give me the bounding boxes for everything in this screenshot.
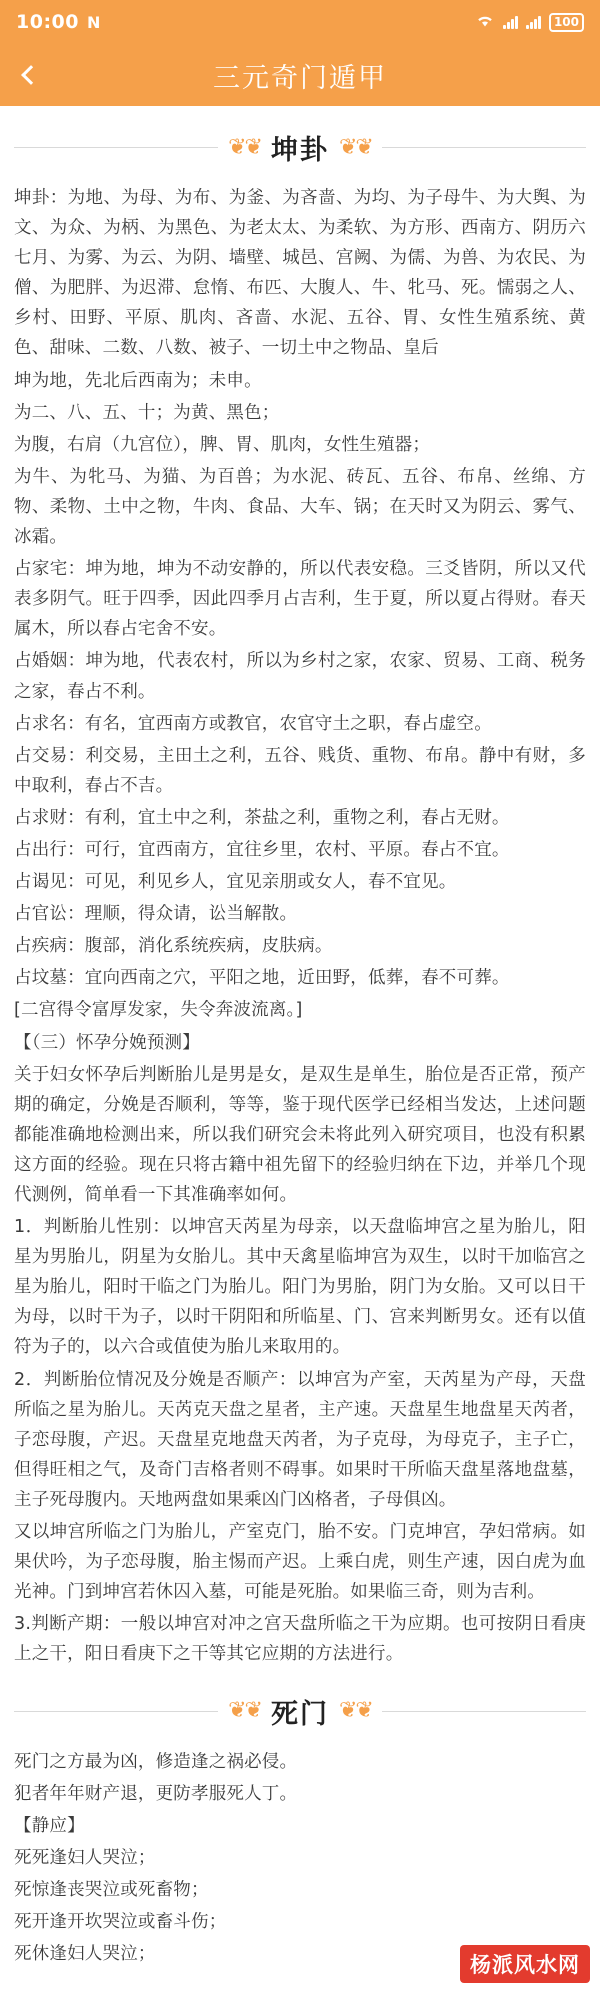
article-content [0,128,600,1991]
status-bar-right [475,12,584,33]
title-bar [0,44,600,106]
signal-icon [503,15,518,29]
paragraph: 占交易：利交易，主田土之利，五谷、贱货、重物、布帛。静中有财，多中取利，春占不吉。 [14,745,586,796]
paragraph: 占求财：有利，宜土中之利，茶盐之利，重物之利，春占无财。 [14,807,510,828]
status-bar-left [16,11,100,33]
paragraph: 死惊逢丧哭泣或死畜物； [14,1879,209,1900]
status-bar [0,0,600,44]
paragraph: 坤为地，先北后西南为；未申。 [14,370,262,391]
divider-left [14,1711,218,1712]
paragraph: 死门之方最为凶，修造逢之祸必侵。 [14,1751,298,1772]
ornament-icon: ❦❦ [339,1698,372,1723]
paragraph: 死开逢开坎哭泣或畜斗伤； [14,1911,227,1932]
section-header-simen [14,1692,586,1731]
paragraph-heading: 【（三）怀孕分娩预测】 [14,1032,200,1053]
paragraph: 死休逢妇人哭泣； [14,1944,156,1965]
paragraph: 1．判断胎儿性别：以坤宫天芮星为母亲，以天盘临坤宫之星为胎儿，阳星为男胎儿，阴星为女胎儿。其中天禽星临坤宫为双生，以时干加临宫之星为胎儿，阳时干临之门为胎儿。阳门为男胎，阴门为女胎。又可以日干为母，以时干为子，以时干阴阳和所临星、门、宫来判断男女。还有以值符为子的，以六合或值使为胎儿来取用的。 [14,1217,586,1358]
paragraph: 死死逢妇人哭泣； [14,1847,156,1868]
ornament-icon: ❦❦ [228,1698,261,1723]
page-title: 三元奇门遁甲 [213,62,387,94]
paragraph: 占婚姻：坤为地，代表农村，所以为乡村之家，农家、贸易、工商、税务之家，春占不利。 [14,651,586,702]
divider-left [14,147,218,148]
paragraph: 占谒见：可见，利见乡人，宜见亲朋或女人，春不宜见。 [14,872,457,893]
paragraph: 占坟墓：宜向西南之穴，平阳之地，近田野，低葬，春不可葬。 [14,968,510,989]
paragraph: 坤卦：为地、为母、为布、为釜、为吝啬、为均、为子母牛、为大舆、为文、为众、为柄、为黑色、为老太太、为柔软、为方形、西南方、阴历六七月、为雾、为云、为阴、墙壁、城邑、宫阙、为儒、为兽、为农民、为僧、为肥胖、为迟滞、怠惰、布匹、大腹人、牛、牝马、死。懦弱之人、乡村、田野、平原、肌肉、吝啬、水泥、五谷、胃、女性生殖系统、黄色、甜味、二数、八数、被子、一切土中之物品、皇后 [14,188,586,359]
paragraph: 关于妇女怀孕后判断胎儿是男是女，是双生是单生，胎位是否正常，预产期的确定，分娩是否顺利，等等，鉴于现代医学已经相当发达，上述问题都能准确地检测出来，所以我们研究会未将此列入研究项目，也没有积累这方面的经验。现在只将古籍中祖先留下的经验归纳在下边，并举几个现代测例，简单看一下其准确率如何。 [14,1064,586,1205]
nfc-icon: N [86,12,101,32]
chevron-left-icon [21,65,41,85]
battery-icon: 100 [549,13,584,32]
section-title: 坤卦 [271,135,329,166]
divider-right [382,1711,586,1712]
back-button[interactable] [0,44,56,106]
paragraph: 占出行：可行，宜西南方，宜往乡里，农村、平原。春占不宜。 [14,839,510,860]
paragraph: 占疾病：腹部，消化系统疾病，皮肤病。 [14,936,333,957]
section-header-kungua [14,128,586,167]
paragraph: 为二、八、五、十；为黄、黑色； [14,402,280,423]
paragraph: 占官讼：理顺，得众请，讼当解散。 [14,904,298,925]
wifi-icon [475,12,495,33]
paragraph: 为牛、为牝马、为猫、为百兽；为水泥、砖瓦、五谷、布帛、丝绵、方物、柔物、土中之物，牛肉、食品、大车、锅；在天时又为阴云、雾气、冰霜。 [14,466,586,548]
paragraph: 占家宅：坤为地，坤为不动安静的，所以代表安稳。三爻皆阴，所以又代表多阴气。旺于四季，因此四季月占吉利，生于夏，所以夏占得财。春天属木，所以春占宅舍不安。 [14,559,586,640]
paragraph: 为腹，右肩（九宫位），脾、胃、肌肉，女性生殖器； [14,434,431,455]
ornament-icon: ❦❦ [339,134,372,160]
paragraph: 犯者年年财产退，更防孝服死人丁。 [14,1783,298,1804]
paragraph: 2．判断胎位情况及分娩是否顺产：以坤宫为产室，天芮星为产母，天盘所临之星为胎儿。天芮克天盘之星者，主产速。天盘星生地盘星天芮者，子恋母腹，产迟。天盘星克地盘天芮者，为子克母，为母克子，主子亡，但得旺相之气，及奇门吉格者则不碍事。如果时干所临天盘星落地盘墓，主子死母腹内。天地两盘如果乘凶门凶格者，子母俱凶。 [14,1369,586,1510]
section-title: 死门 [271,1698,329,1730]
paragraph-heading: 【静应】 [14,1815,85,1836]
paragraph: 占求名：有名，宜西南方或教官，农官守土之职，春占虚空。 [14,713,492,734]
signal-icon [526,15,541,29]
status-time: 10:00 [16,11,79,33]
ornament-icon: ❦❦ [228,134,261,160]
watermark: 杨派风水网 [460,1945,590,1983]
paragraph: 又以坤宫所临之门为胎儿，产室克门，胎不安。门克坤宫，孕妇常病。如果伏吟，为子恋母腹，胎主惕而产迟。上乘白虎，则生产速，因白虎为血光神。门到坤宫若休囚入墓，可能是死胎。如果临三奇，则为吉利。 [14,1522,586,1603]
paragraph: 3.判断产期：一般以坤宫对冲之宫天盘所临之干为应期。也可按阴日看庚上之干，阳日看庚下之干等其它应期的方法进行。 [14,1614,586,1665]
paragraph: [二宫得令富厚发家，失令奔波流离。] [14,1000,303,1021]
divider-right [382,147,586,148]
